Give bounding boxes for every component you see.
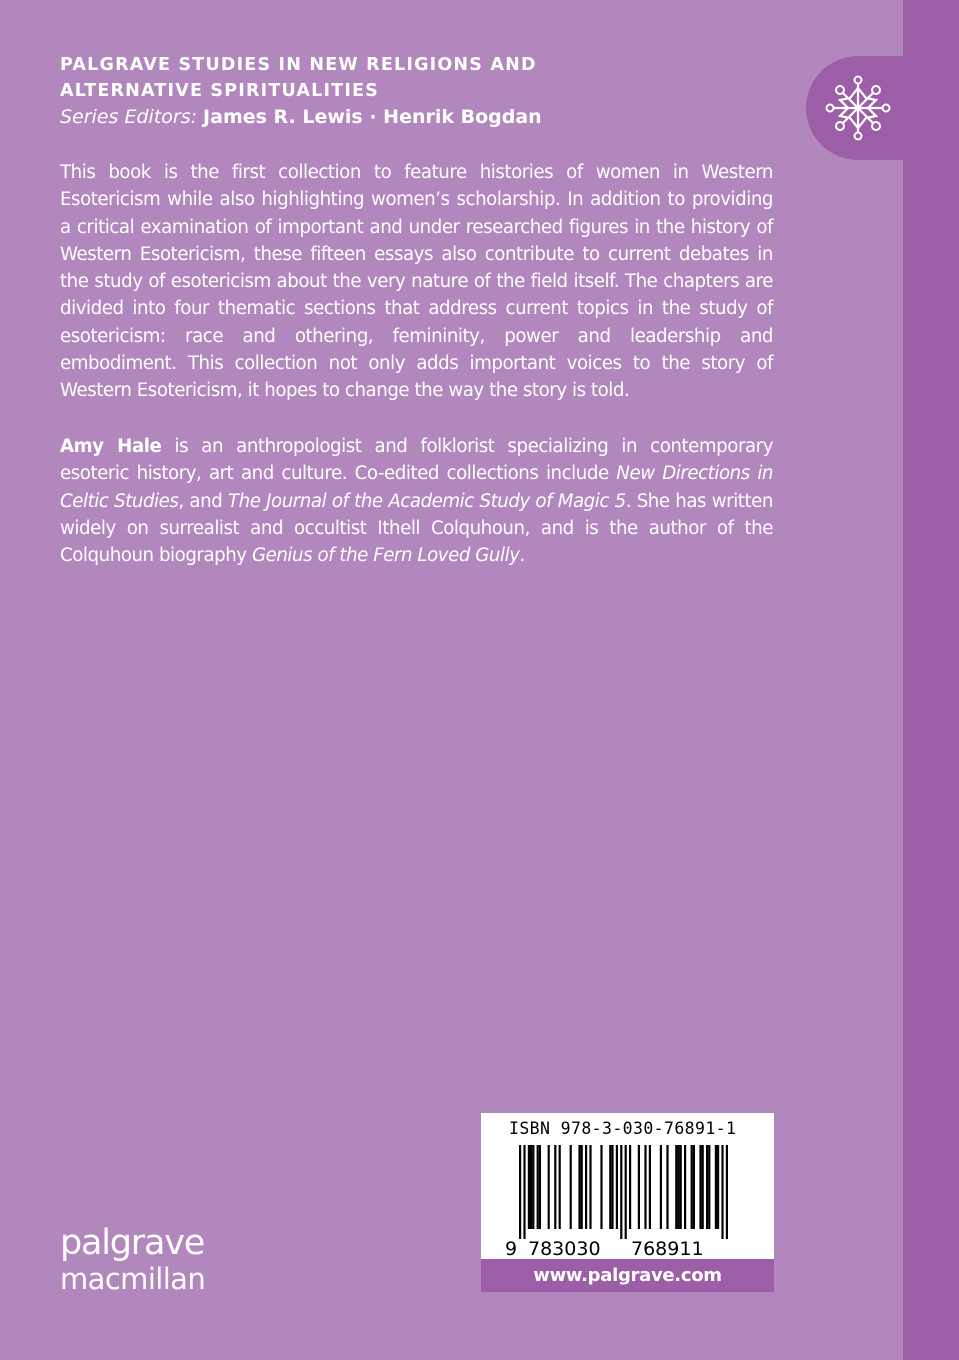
bio-text-1: is an anthropologist and folklorist specializing in contemporary esoteric history, art and culture. Co-edited collections include — [60, 436, 774, 485]
series-title-line1: PALGRAVE STUDIES IN NEW RELIGIONS AND — [60, 55, 537, 75]
barcode-bar — [684, 1145, 686, 1229]
series-title-line2: ALTERNATIVE SPIRITUALITIES — [60, 81, 379, 101]
barcode-bar — [680, 1145, 682, 1229]
barcode-bar — [677, 1145, 679, 1229]
barcode-bar — [649, 1145, 651, 1229]
spine — [903, 0, 959, 1360]
barcode-bar — [559, 1145, 561, 1229]
barcode-bar — [570, 1145, 572, 1229]
barcode-bar — [629, 1145, 631, 1229]
publisher-logo — [60, 1223, 206, 1296]
barcode-bar — [589, 1145, 591, 1229]
barcode-bar — [611, 1145, 613, 1229]
barcode-bar — [600, 1145, 602, 1229]
publisher-name-line1: palgrave — [60, 1223, 205, 1263]
palgrave-star-icon — [822, 66, 894, 150]
barcode-bar — [530, 1145, 532, 1229]
series-title — [60, 52, 660, 104]
barcode-bar — [717, 1145, 719, 1229]
barcode-bar — [616, 1145, 618, 1229]
barcode-bar — [554, 1145, 556, 1229]
barcode-bar — [666, 1145, 668, 1229]
barcode-bar — [539, 1145, 541, 1229]
barcode-bar — [726, 1145, 728, 1239]
barcode-bar — [537, 1145, 539, 1229]
barcode-bar — [609, 1145, 611, 1229]
isbn-text: ISBN 978-3-030-76891-1 — [509, 1119, 737, 1138]
series-logo-tab — [806, 56, 959, 160]
barcode-digits-right: 768911 — [631, 1238, 704, 1259]
series-editors — [60, 104, 542, 130]
barcode-bar — [693, 1145, 695, 1229]
barcode-bar — [581, 1145, 583, 1229]
barcode-bar — [578, 1145, 580, 1229]
series-editors-names: James R. Lewis · Henrik Bogdan — [203, 106, 542, 128]
book-description: This book is the first collection to feature histories of women in Western Esotericism while also highlighting women’s scholarship. In addition to providing a critical examination of important and under researched figures in the history of Western Esotericism, these fifteen essays also contribute to current debates in the study of esotericism about the very nature of the field itself. The chapters are divided into four thematic sections that address current topics in the study of esotericism: race and othering, femininity, power and leadership and embodiment. This collection not only adds important voices to the story of Western Esotericism, it hopes to change the way the story is told. — [60, 162, 773, 402]
barcode-bar — [523, 1145, 525, 1239]
bio-title-2: The Journal of the Academic Study of Magic 5 — [227, 490, 626, 512]
publisher-name-line2: macmillan — [60, 1262, 206, 1296]
bio-text-2: , and — [178, 490, 228, 512]
bio-title-1: New Directions in Celtic Studies — [60, 463, 774, 512]
publisher-url: www.palgrave.com — [481, 1259, 774, 1292]
author-bio — [60, 433, 773, 569]
barcode-bar — [548, 1145, 550, 1229]
bio-title-3: Genius of the Fern Loved Gully — [251, 545, 520, 567]
barcode-bar — [702, 1145, 704, 1229]
barcode-bar — [532, 1145, 534, 1229]
barcode-bar — [638, 1145, 640, 1229]
barcode-bar — [519, 1145, 521, 1239]
barcode-box — [481, 1113, 774, 1292]
barcode-bar — [644, 1145, 646, 1229]
bio-text-3: . She has written widely on surrealist and occultist Ithell Colquhoun, and is the author of the Colquhoun biography — [60, 490, 773, 567]
barcode-bar — [625, 1145, 627, 1239]
barcode-bar — [620, 1145, 622, 1239]
barcode-bar — [675, 1145, 677, 1229]
author-name: Amy Hale — [60, 436, 162, 457]
barcode-bar — [528, 1145, 530, 1229]
bio-text-4: . — [519, 545, 525, 567]
barcode-bar — [691, 1145, 693, 1229]
barcode-bar — [699, 1145, 701, 1229]
barcode-digits-left: 783030 — [528, 1238, 601, 1259]
barcode-bar — [585, 1145, 587, 1229]
barcode-digit-prefix: 9 — [505, 1238, 518, 1259]
barcode-bar — [708, 1145, 710, 1229]
barcode-bar — [715, 1145, 717, 1229]
barcode-bars — [481, 1143, 774, 1259]
barcode-bar — [660, 1145, 662, 1229]
series-editors-label: Series Editors: — [60, 106, 197, 128]
barcode-bar — [721, 1145, 723, 1239]
barcode-bar — [706, 1145, 708, 1229]
